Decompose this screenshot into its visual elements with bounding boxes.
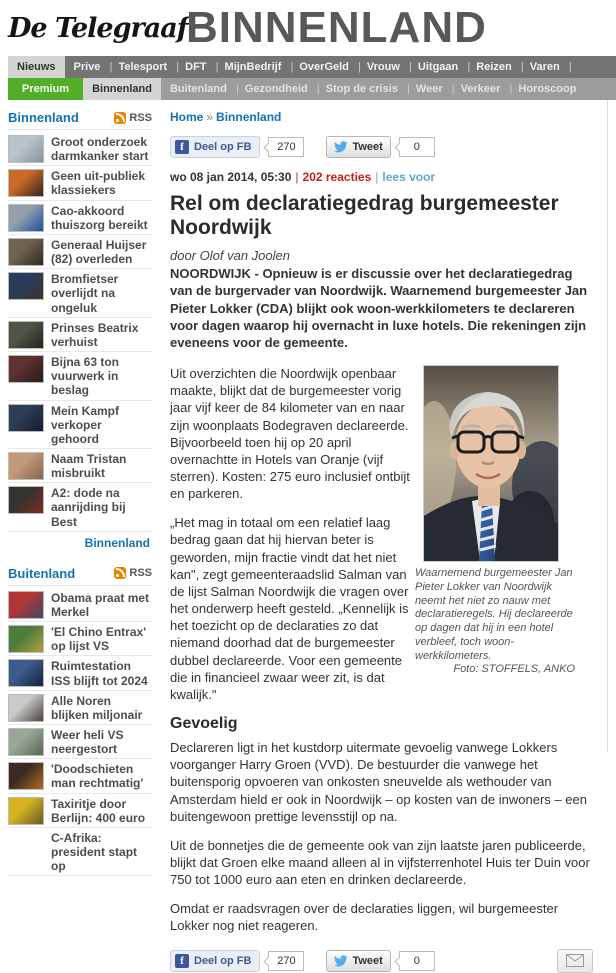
rss-link-buitenland[interactable] bbox=[114, 567, 152, 579]
facebook-share-button[interactable] bbox=[170, 136, 260, 158]
article-date: wo 08 jan 2014, 05:30 bbox=[170, 170, 292, 184]
reactions-link[interactable]: 202 reacties bbox=[302, 170, 372, 184]
article-thumbnail bbox=[8, 321, 44, 349]
article-paragraph: Uit de bonnetjes die de gemeente ook van zijn laatste jaren publiceerde, blijkt dat Groen elke maand alleen al in vijfsterrenhotel Huis ter Duin voor 750 tot 1000 euro aan eten en drinken declareerde. bbox=[170, 837, 590, 888]
list-item-label: Weer heli VS neergestort bbox=[51, 728, 124, 757]
masthead bbox=[0, 0, 616, 56]
article-lead: NOORDWIJK - Opnieuw is er discussie over het declaratiegedrag van de burgervader van Noordwijk. Waarnemend burgemeester Jan Pieter Lokker (CDA) blijkt ook woon-werkkilometers te declareren voor dagen waarop hij overnacht in luxe hotels. Die rekeningen zijn eveneens voor de gemeente. bbox=[170, 266, 588, 350]
article-thumbnail bbox=[8, 762, 44, 790]
tab-horoscoop[interactable]: Horoscoop bbox=[518, 83, 577, 95]
tab-dft[interactable]: DFT | bbox=[176, 56, 215, 78]
tab-reizen[interactable]: Reizen | bbox=[467, 56, 520, 78]
twitter-bird-icon bbox=[334, 955, 348, 967]
tab-verkeer[interactable]: Verkeer | bbox=[452, 78, 510, 100]
article-paragraph: Uit overzichten die Noordwijk openbaar maakte, blijkt dat de burgemeester vorig jaar vijf keer de 84 kilometer van en naar zijn woonplaats Bodegraven declareerde. Bijvoorbeeld toen hij op 20 april overnachtte in Hotels van Oranje (vijf sterren). Kosten: 275 euro inclusief ontbijt en parkeren. bbox=[170, 366, 410, 502]
article-thumbnail bbox=[8, 452, 44, 480]
tab-nieuws[interactable]: Nieuws bbox=[8, 56, 65, 78]
list-item[interactable] bbox=[8, 352, 152, 400]
tab-uitgaan[interactable]: Uitgaan | bbox=[409, 56, 467, 78]
article-paragraph: Omdat er raadsvragen over de declaraties liggen, wil burgemeester Lokker nog niet reageren. bbox=[170, 901, 559, 934]
list-item-label: Geen uit-publiek klassiekers bbox=[51, 169, 146, 198]
list-item-label: 'El Chino Entrax' op lijst VS bbox=[51, 625, 147, 654]
tweet-label: Tweet bbox=[352, 141, 383, 153]
list-item-label: Generaal Huijser (82) overleden bbox=[51, 237, 147, 267]
article-photo bbox=[423, 365, 559, 562]
article-thumbnail bbox=[8, 135, 44, 163]
article-thumbnail bbox=[8, 272, 44, 300]
tab-varen[interactable]: Varen | bbox=[521, 56, 569, 78]
article-meta: wo 08 jan 2014, 05:30 | 202 reacties | lees voor bbox=[170, 170, 436, 184]
list-item[interactable] bbox=[8, 166, 152, 200]
article-thumbnail bbox=[8, 694, 44, 722]
facebook-share-button[interactable] bbox=[170, 950, 260, 972]
article-subheading: Gevoelig bbox=[170, 715, 238, 733]
article-thumbnail bbox=[8, 169, 44, 197]
list-item-label: Mein Kampf verkoper gehoord bbox=[51, 403, 120, 446]
rss-label: RSS bbox=[129, 567, 152, 580]
article-thumbnail bbox=[8, 355, 44, 383]
list-item-label: Bromfietser overlijdt na ongeluk bbox=[51, 272, 119, 315]
list-item[interactable] bbox=[8, 235, 152, 269]
tweet-count: 0 bbox=[399, 951, 435, 971]
list-item-label: Groot onderzoek darmkanker start bbox=[51, 135, 149, 164]
article-figure bbox=[415, 365, 593, 675]
list-item[interactable] bbox=[8, 483, 152, 531]
article-title: Rel om declaratiegedrag burgemeester Noordwijk bbox=[170, 192, 559, 240]
read-aloud-link[interactable]: lees voor bbox=[382, 170, 436, 184]
list-item[interactable] bbox=[8, 794, 152, 828]
list-item-label: Obama praat met Merkel bbox=[51, 590, 150, 619]
breadcrumb-current[interactable]: Binnenland bbox=[216, 110, 282, 124]
rss-link-binnenland[interactable] bbox=[114, 112, 152, 124]
right-margin bbox=[608, 100, 616, 752]
list-item[interactable] bbox=[8, 656, 152, 690]
tab-prive[interactable]: Prive | bbox=[65, 56, 110, 78]
list-item-label: Naam Tristan misbruikt bbox=[51, 451, 127, 481]
article-thumbnail bbox=[8, 659, 44, 687]
rss-icon bbox=[114, 112, 126, 124]
facebook-icon: f bbox=[175, 140, 189, 154]
envelope-icon bbox=[566, 954, 584, 967]
tab-weer[interactable]: Weer | bbox=[407, 78, 452, 100]
page-title: BINNENLAND bbox=[186, 3, 487, 52]
list-item[interactable] bbox=[8, 725, 152, 759]
article-paragraph: Declareren ligt in het kustdorp uitermate gevoelig vanwege Lokkers voorganger Harry Groen (VVD). De bestuurder die vanwege het buitensporig opvoeren van onkosten sneuvelde als wethouder van Amsterdam hield er ook in Noordwijk – op kosten van de inwoners – een buitengewoon prettige levensstijl op na. bbox=[170, 740, 587, 824]
list-item-label: Cao-akkoord thuiszorg bereikt bbox=[51, 203, 148, 232]
rss-label: RSS bbox=[129, 111, 152, 124]
article-thumbnail bbox=[8, 797, 44, 825]
tab-buitenland[interactable]: Buitenland | bbox=[161, 78, 236, 100]
list-item[interactable] bbox=[8, 132, 152, 166]
primary-nav bbox=[8, 56, 616, 78]
share-bar-top bbox=[170, 136, 593, 158]
list-item[interactable] bbox=[8, 318, 152, 352]
sidebar-more-binnenland[interactable]: Binnenland bbox=[84, 535, 150, 550]
facebook-icon: f bbox=[175, 954, 189, 968]
tweet-button[interactable] bbox=[326, 136, 390, 158]
facebook-share-count: 270 bbox=[268, 137, 304, 157]
tweet-button[interactable] bbox=[326, 950, 390, 972]
list-item[interactable] bbox=[8, 759, 152, 793]
list-item-label: 'Doodschieten man rechtmatig' bbox=[51, 762, 144, 791]
list-item-label: Alle Noren blijken miljonair bbox=[51, 693, 143, 722]
tab-overgeld[interactable]: OverGeld | bbox=[290, 56, 358, 78]
article-thumbnail bbox=[8, 238, 44, 266]
article-paragraph: „Het mag in totaal om een relatief laag bedrag gaan dat hij hiervan beter is geworden, mijn fractie vindt dat het niet kan", zegt gemeenteraadslid Salman van de lijst Salman Noordwijk die vragen over het onderwerp heeft gesteld. „Kennelijk is het toezicht op de declaraties zo dat niemand doorhad dat de burgemeester dubbel declareerde. Voor een gemeente die in financieel zwaar weer zit, is dat kwalijk." bbox=[170, 515, 409, 702]
list-item-label: C-Afrika: president stapt op bbox=[51, 830, 138, 874]
breadcrumb-home[interactable]: Home bbox=[170, 110, 204, 124]
list-item-label: A2: dode na aanrijding bij Best bbox=[51, 486, 126, 529]
rss-icon bbox=[114, 567, 126, 579]
list-item[interactable] bbox=[8, 828, 152, 876]
sidebar-section-buitenland[interactable]: Buitenland bbox=[8, 565, 76, 581]
photo-credit: Foto: STOFFELS, ANKO bbox=[453, 663, 575, 676]
sidebar-section-binnenland[interactable]: Binnenland bbox=[8, 110, 79, 125]
list-item[interactable] bbox=[8, 622, 152, 656]
tab-telesport[interactable]: Telesport | bbox=[109, 56, 176, 78]
article-thumbnail bbox=[8, 204, 44, 232]
list-item[interactable] bbox=[8, 588, 152, 622]
list-item[interactable] bbox=[8, 691, 152, 725]
tweet-label: Tweet bbox=[352, 954, 383, 967]
list-item[interactable] bbox=[8, 201, 152, 235]
breadcrumb: Home » Binnenland bbox=[170, 110, 282, 124]
secondary-nav bbox=[8, 78, 616, 100]
article-thumbnail bbox=[8, 404, 44, 432]
tab-gezondheid[interactable]: Gezondheid | bbox=[236, 78, 317, 100]
share-bar-bottom bbox=[170, 949, 593, 973]
list-item-label: Prinses Beatrix verhuist bbox=[51, 320, 139, 349]
article-byline: door Olof van Joolen bbox=[170, 248, 290, 264]
email-article-button[interactable] bbox=[557, 949, 593, 973]
tab-mijnbedrijf[interactable]: MijnBedrijf | bbox=[216, 56, 291, 78]
tweet-count: 0 bbox=[399, 137, 435, 157]
article-thumbnail bbox=[8, 486, 44, 514]
tab-stop-de-crisis[interactable]: Stop de crisis | bbox=[317, 78, 407, 100]
facebook-share-label: Deel op FB bbox=[194, 141, 252, 153]
tab-premium[interactable]: Premium bbox=[8, 78, 83, 100]
list-item[interactable] bbox=[8, 401, 152, 449]
article-main bbox=[158, 100, 608, 967]
list-item-label: Ruimtestation ISS blijft tot 2024 bbox=[51, 659, 148, 688]
list-item-label: Taxiritje door Berlijn: 400 euro bbox=[51, 796, 146, 825]
list-item[interactable] bbox=[8, 269, 152, 317]
article-thumbnail bbox=[8, 591, 44, 619]
facebook-share-label: Deel op FB bbox=[194, 954, 252, 967]
photo-caption: Waarnemend burgemeester Jan Pieter Lokker van Noordwijk neemt het niet zo nauw met declaratieregels. Hij declareerde op dagen dat hij in een hotel verbleef, toch woon-werkkilometers. bbox=[415, 567, 573, 662]
facebook-share-count: 270 bbox=[268, 951, 304, 971]
twitter-bird-icon bbox=[334, 141, 348, 153]
tab-vrouw[interactable]: Vrouw | bbox=[358, 56, 409, 78]
news-sidebar bbox=[0, 100, 158, 874]
article-thumbnail bbox=[8, 728, 44, 756]
telegraaf-logo[interactable]: De Telegraaf bbox=[8, 12, 188, 44]
tab-binnenland[interactable]: Binnenland bbox=[83, 78, 161, 100]
list-item-label: Bijna 63 ton vuurwerk in beslag bbox=[51, 355, 120, 398]
list-item[interactable] bbox=[8, 449, 152, 483]
article-thumbnail bbox=[8, 625, 44, 653]
